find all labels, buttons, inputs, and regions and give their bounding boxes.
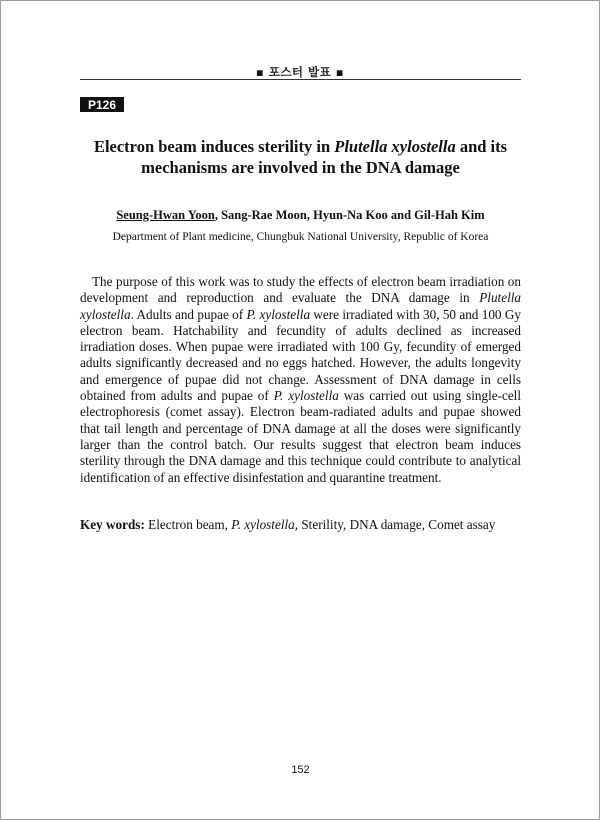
section-header: ▪ 포스터 발표 ▪ (255, 65, 345, 79)
keywords-text: Electron beam, (144, 517, 232, 532)
abstract-species-italic: P. xylostella (273, 388, 339, 404)
abstract-segment: was carried out using single-cell electrophoresis (comet assay). Electron beam-radiated adults and pupae showed that tail length and percentage of DNA damage at all the doses were significantly larger than the control batch. Our results suggest that electron beam induces sterility through the DNA damage and this technique could contribute to analytical identification of an effective disinfestation and quarantine treatment. (80, 388, 522, 485)
author-list (80, 208, 521, 223)
abstract-body (80, 274, 521, 486)
abstract-species-italic: Plutella xylostella (80, 290, 521, 322)
page-number: 152 (291, 764, 310, 776)
abstract-segment: were irradiated with 30, 50 and 100 Gy electron beam. Hatchability and fecundity of adults declined as increased irradiation doses. When pupae were irradiated with 100 Gy, fecundity of emerged adults significantly decreased and no eggs hatched. However, the adults longevity and emergence of pupae did not change. Assessment of DNA damage in cells obtained from adults and pupae of (80, 306, 521, 404)
paper-id-badge: P126 (80, 97, 124, 112)
co-authors: , Sang-Rae Moon, Hyun-Na Koo and Gil-Hah Kim (214, 208, 485, 222)
paper-title (80, 136, 521, 178)
affiliation: Department of Plant medicine, Chungbuk National University, Republic of Korea (112, 231, 489, 243)
header-divider (80, 79, 521, 80)
abstract-segment: The purpose of this work was to study the effects of electron beam irradiation on development and reproduction and evaluate the DNA damage in (80, 274, 521, 306)
abstract-segment: . Adults and pupae of (130, 306, 247, 322)
title-species-name: Plutella xylostella (334, 137, 456, 156)
title-text-part1: Electron beam induces sterility in (93, 137, 335, 156)
keywords-text: Sterility, DNA damage, Comet assay (298, 517, 496, 532)
keywords-species-italic: P. xylostella, (231, 517, 299, 532)
title-text-part2: and its mechanisms are involved in the DNA damage (141, 137, 508, 177)
keywords-line (80, 517, 521, 533)
keywords-label: Key words: (80, 517, 145, 532)
presenting-author: Seung-Hwan Yoon (116, 208, 215, 222)
abstract-species-italic: P. xylostella (246, 306, 311, 322)
